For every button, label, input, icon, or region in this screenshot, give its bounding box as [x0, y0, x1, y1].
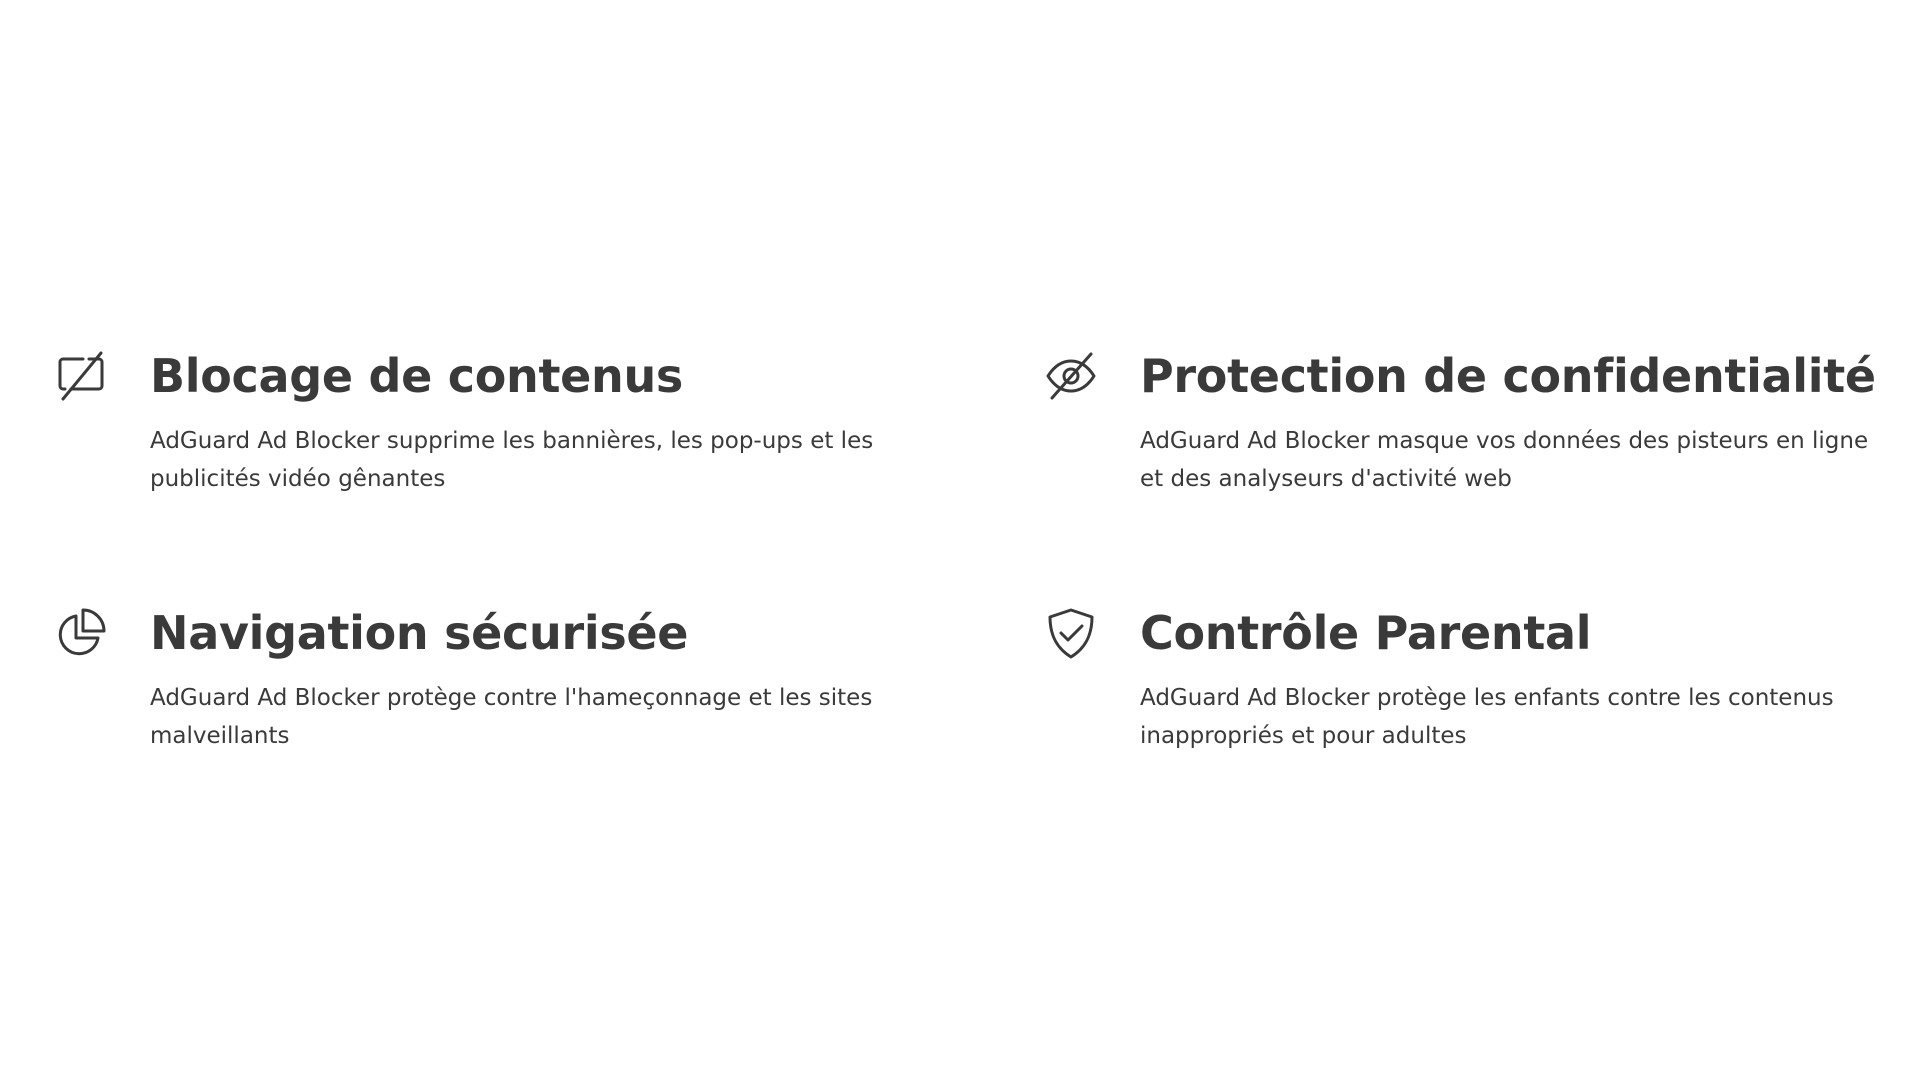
feature-parental-control — [1045, 605, 1875, 805]
feature-text — [1140, 348, 1885, 498]
feature-safe-browsing — [55, 605, 1045, 805]
feature-title: Navigation sécurisée — [150, 606, 689, 660]
crossed-out-screen-icon — [55, 350, 107, 402]
feature-description: AdGuard Ad Blocker supprime les bannières, les pop-ups et les publicités vidéo gênantes — [150, 428, 874, 492]
feature-description: AdGuard Ad Blocker protège contre l'hameçonnage et les sites malveillants — [150, 685, 873, 749]
feature-description: AdGuard Ad Blocker masque vos données des pisteurs en ligne et des analyseurs d'activité web — [1140, 428, 1869, 492]
feature-privacy-protection — [1045, 348, 1875, 605]
feature-content-blocking — [55, 348, 1045, 605]
feature-title: Blocage de contenus — [150, 349, 684, 403]
feature-text — [150, 348, 900, 498]
crossed-out-eye-icon — [1045, 350, 1097, 402]
feature-text — [150, 605, 900, 755]
feature-title: Protection de confidentialité — [1140, 349, 1876, 403]
feature-title: Contrôle Parental — [1140, 606, 1592, 660]
shield-check-icon — [1045, 607, 1097, 659]
features-grid — [55, 348, 1875, 805]
feature-description: AdGuard Ad Blocker protège les enfants contre les contenus inappropriés et pour adultes — [1140, 685, 1834, 749]
feature-text — [1140, 605, 1885, 755]
pie-chart-icon — [55, 607, 107, 659]
